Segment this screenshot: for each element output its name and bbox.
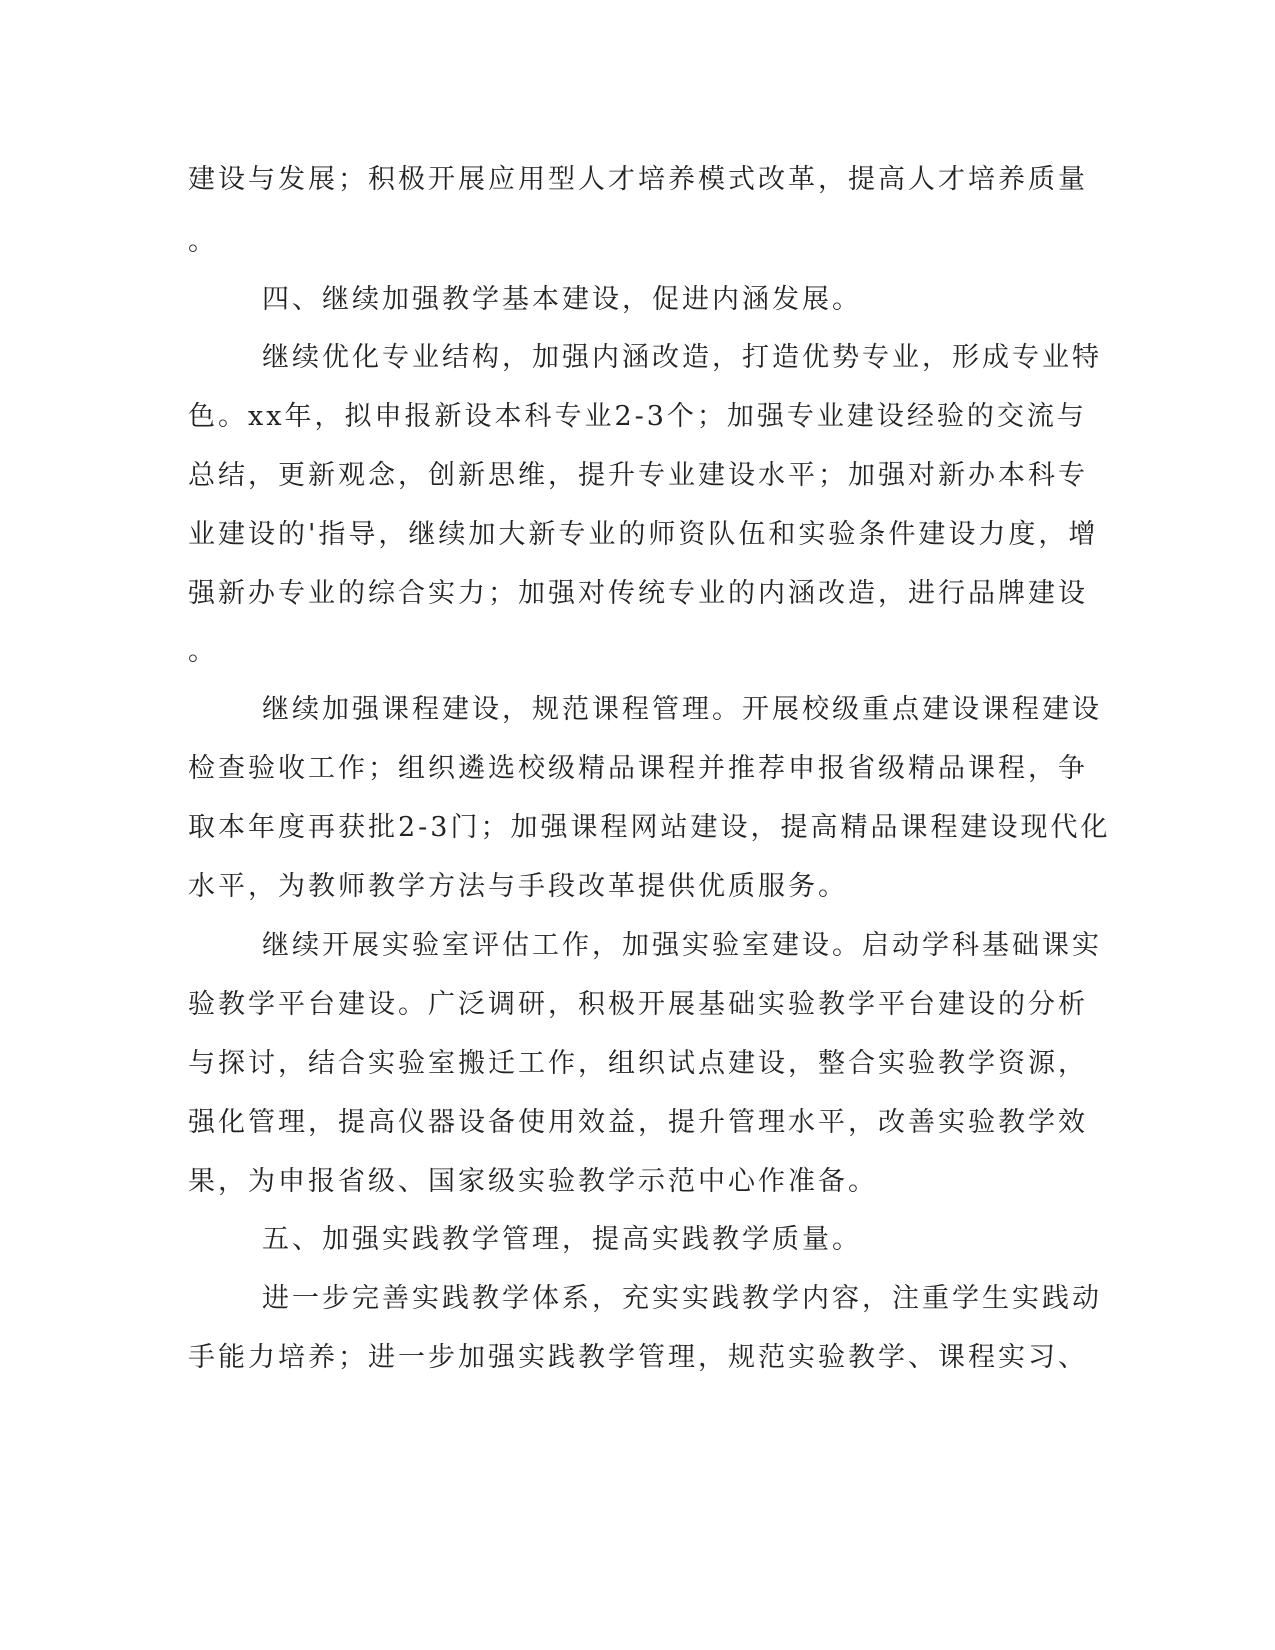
section-heading: 五、加强实践教学管理，提高实践教学质量。 [262, 1224, 862, 1255]
section-heading: 四、继续加强教学基本建设，促进内涵发展。 [262, 284, 862, 315]
text-line: 水平，为教师教学方法与手段改革提供优质服务。 [188, 871, 848, 902]
text-line: 继续加强课程建设，规范课程管理。开展校级重点建设课程建设 [262, 694, 1102, 725]
text-line: 继续开展实验室评估工作，加强实验室建设。启动学科基础课实 [262, 930, 1102, 961]
text-line: 继续优化专业结构，加强内涵改造，打造优势专业，形成专业特 [262, 342, 1102, 373]
text-line: 色。xx年，拟申报新设本科专业2-3个；加强专业建设经验的交流与 [188, 401, 1087, 432]
text-line: 与探讨，结合实验室搬迁工作，组织试点建设，整合实验教学资源， [188, 1048, 1088, 1079]
text-line: 强新办专业的综合实力；加强对传统专业的内涵改造，进行品牌建设 [188, 578, 1088, 609]
text-line: 进一步完善实践教学体系，充实实践教学内容，注重学生实践动 [262, 1283, 1102, 1314]
text-line: 手能力培养；进一步加强实践教学管理，规范实验教学、课程实习、 [188, 1342, 1088, 1373]
text-line: 建设与发展；积极开展应用型人才培养模式改革，提高人才培养质量 [188, 164, 1088, 195]
text-line: 检查验收工作；组织遴选校级精品课程并推荐申报省级精品课程，争 [188, 753, 1088, 784]
text-line: 业建设的'指导，继续加大新专业的师资队伍和实验条件建设力度，增 [188, 519, 1099, 550]
text-line: 强化管理，提高仪器设备使用效益，提升管理水平，改善实验教学效 [188, 1107, 1088, 1138]
text-line: 。 [188, 226, 218, 257]
text-line: 取本年度再获批2-3门；加强课程网站建设，提高精品课程建设现代化 [188, 812, 1111, 843]
text-line: 。 [188, 636, 218, 667]
text-line: 果，为申报省级、国家级实验教学示范中心作准备。 [188, 1166, 878, 1197]
text-line: 总结，更新观念，创新思维，提升专业建设水平；加强对新办本科专 [188, 460, 1088, 491]
text-line: 验教学平台建设。广泛调研，积极开展基础实验教学平台建设的分析 [188, 989, 1088, 1020]
